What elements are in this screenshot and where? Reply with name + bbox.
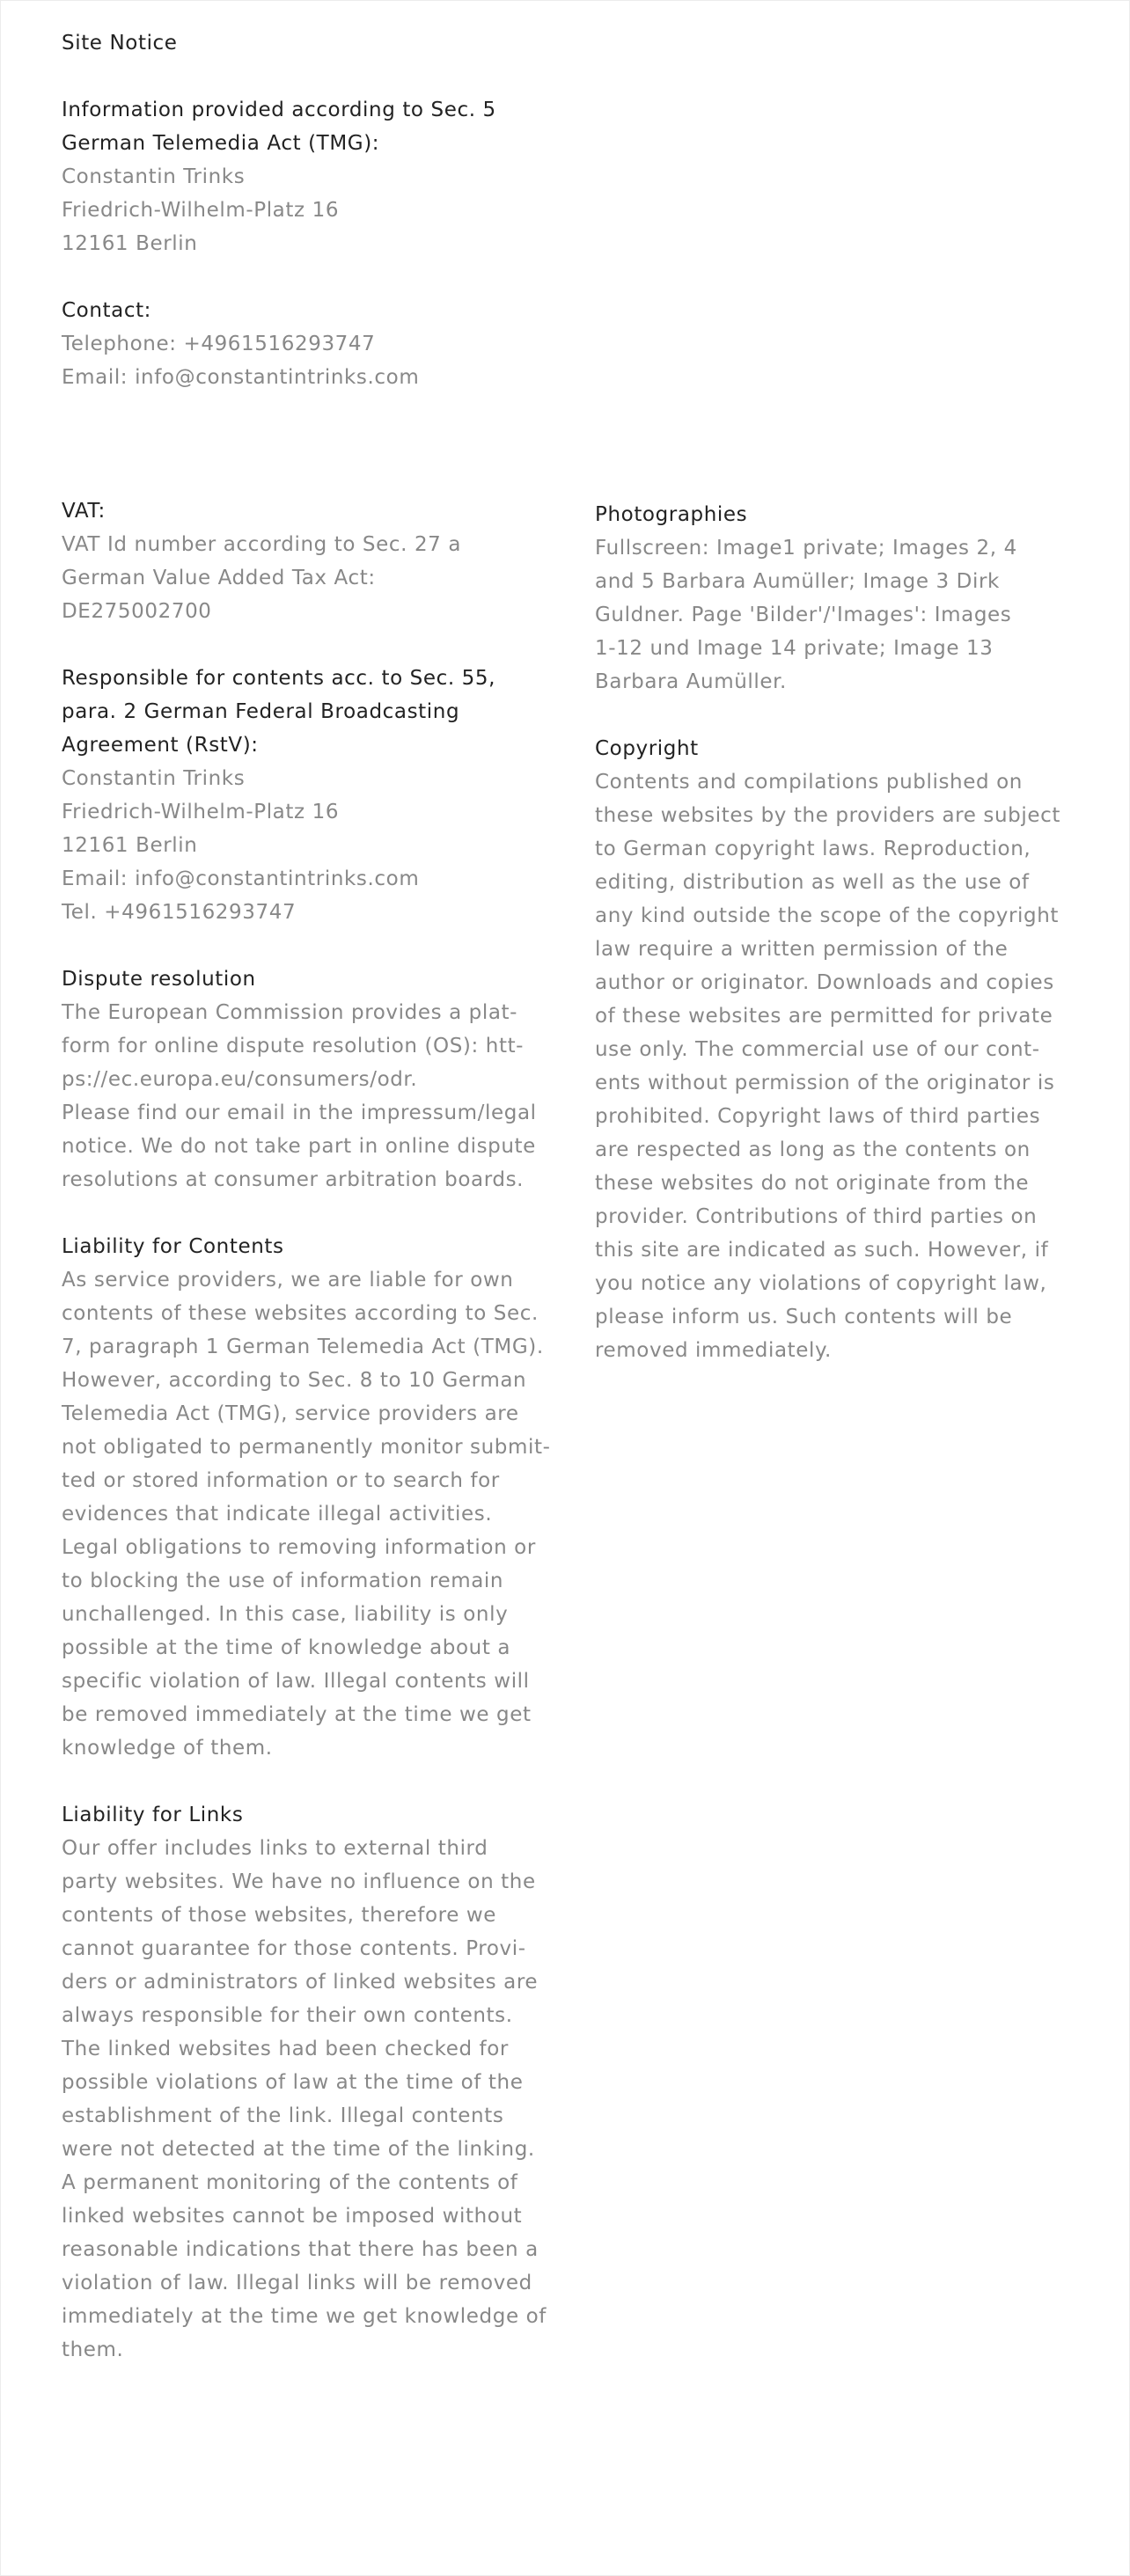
text-line: any kind outside the scope of the copyright [595, 904, 1060, 927]
dispute-text [62, 996, 554, 1197]
text-line: Constantin Trinks [62, 767, 246, 790]
copyright-heading: Copyright [595, 737, 699, 760]
text-line: The linked websites had been checked for [62, 2038, 509, 2060]
responsible-text [62, 762, 554, 929]
provider-street: Friedrich-Wilhelm-Platz 16 [62, 199, 340, 222]
contact-telephone: Telephone: +4961516293747 [62, 333, 376, 355]
text-line: prohibited. Copyright laws of third parties [595, 1105, 1041, 1128]
text-line: ps://ec.europa.eu/consumers/odr. [62, 1068, 418, 1091]
liability-contents-text [62, 1263, 554, 1765]
contact-section [62, 294, 554, 394]
text-line: Our offer includes links to external third [62, 1837, 488, 1860]
site-notice-section [62, 26, 178, 60]
text-line: Telemedia Act (TMG), service providers are [62, 1402, 519, 1425]
text-line: be removed immediately at the time we get [62, 1703, 532, 1726]
text-line: use only. The commercial use of our cont- [595, 1038, 1040, 1061]
text-line: to blocking the use of information remain [62, 1570, 504, 1592]
vat-heading: VAT: [62, 500, 106, 523]
text-line: 12161 Berlin [62, 834, 198, 857]
text-line: Legal obligations to removing information or [62, 1536, 536, 1559]
text-line: are respected as long as the contents on [595, 1138, 1031, 1161]
photographies-heading: Photographies [595, 503, 748, 526]
text-line: were not detected at the time of the linking. [62, 2138, 535, 2161]
provider-info-heading-line: German Telemedia Act (TMG): [62, 132, 380, 155]
text-line: German Value Added Tax Act: [62, 567, 376, 589]
text-line: this site are indicated as such. However, if [595, 1239, 1049, 1262]
text-line: provider. Contributions of third parties on [595, 1205, 1038, 1228]
liability-links-text [62, 1832, 554, 2367]
text-line: specific violation of law. Illegal contents will [62, 1670, 530, 1693]
text-line: editing, distribution as well as the use of [595, 871, 1030, 894]
text-line: Agreement (RstV): [62, 734, 259, 757]
text-line: Fullscreen: Image1 private; Images 2, 4 [595, 537, 1017, 560]
text-line: violation of law. Illegal links will be removed [62, 2272, 532, 2294]
text-line: cannot guarantee for those contents. Provi- [62, 1937, 526, 1960]
text-line: knowledge of them. [62, 1737, 273, 1760]
text-line: these websites by the providers are subject [595, 804, 1060, 827]
text-line: form for online dispute resolution (OS): htt- [62, 1035, 525, 1057]
text-line: of these websites are permitted for private [595, 1005, 1053, 1028]
liability-contents-heading: Liability for Contents [62, 1235, 284, 1258]
text-line: linked websites cannot be imposed without [62, 2205, 523, 2228]
provider-city: 12161 Berlin [62, 232, 198, 255]
photographies-section [595, 498, 1088, 699]
text-line: However, according to Sec. 8 to 10 German [62, 1369, 527, 1392]
responsible-heading [62, 662, 554, 762]
text-line: As service providers, we are liable for own [62, 1269, 514, 1292]
text-line: immediately at the time we get knowledge of [62, 2305, 547, 2328]
copyright-text [595, 765, 1088, 1367]
liability-contents-section [62, 1230, 554, 1765]
page-title: Site Notice [62, 32, 178, 55]
liability-links-section [62, 1798, 554, 2367]
text-line: establishment of the link. Illegal contents [62, 2104, 504, 2127]
text-line: ders or administrators of linked websites are [62, 1971, 539, 1994]
vat-text [62, 528, 554, 628]
text-line: these websites do not originate from the [595, 1172, 1030, 1195]
text-line: Please find our email in the impressum/legal [62, 1101, 537, 1124]
contact-heading: Contact: [62, 299, 152, 322]
text-line: Guldner. Page 'Bilder'/'Images': Images [595, 604, 1012, 626]
text-line: Responsible for contents acc. to Sec. 55, [62, 667, 496, 690]
text-line: para. 2 German Federal Broadcasting [62, 700, 460, 723]
text-line: party websites. We have no influence on the [62, 1870, 536, 1893]
text-line: resolutions at consumer arbitration boards. [62, 1168, 525, 1191]
text-line: removed immediately. [595, 1339, 832, 1362]
text-line: 1-12 und Image 14 private; Image 13 [595, 637, 994, 660]
text-line: law require a written permission of the [595, 938, 1009, 961]
text-line: contents of these websites according to Sec. [62, 1302, 539, 1325]
dispute-resolution-section [62, 962, 554, 1197]
liability-links-heading: Liability for Links [62, 1804, 244, 1826]
text-line: and 5 Barbara Aumüller; Image 3 Dirk [595, 570, 1000, 593]
text-line: possible violations of law at the time of the [62, 2071, 524, 2094]
provider-info-section [62, 93, 554, 260]
text-line: 7, paragraph 1 German Telemedia Act (TMG). [62, 1336, 544, 1358]
copyright-section [595, 732, 1088, 1367]
text-line: Tel. +4961516293747 [62, 901, 297, 924]
text-line: reasonable indications that there has been a [62, 2238, 539, 2261]
text-line: VAT Id number according to Sec. 27 a [62, 533, 462, 556]
text-line: Email: info@constantintrinks.com [62, 867, 420, 890]
dispute-heading: Dispute resolution [62, 968, 256, 991]
text-line: evidences that indicate illegal activities. [62, 1503, 493, 1526]
text-line: Contents and compilations published on [595, 771, 1023, 794]
text-line: A permanent monitoring of the contents of [62, 2171, 518, 2194]
text-line: possible at the time of knowledge about a [62, 1636, 511, 1659]
text-line: Barbara Aumüller. [595, 670, 787, 693]
text-line: you notice any violations of copyright law, [595, 1272, 1047, 1295]
text-line: notice. We do not take part in online dispute [62, 1135, 536, 1158]
vat-section [62, 494, 554, 628]
text-line: ted or stored information or to search for [62, 1469, 500, 1492]
text-line: The European Commission provides a plat- [62, 1001, 518, 1024]
contact-email: Email: info@constantintrinks.com [62, 366, 420, 389]
text-line: DE275002700 [62, 600, 212, 623]
text-line: ents without permission of the originator is [595, 1072, 1055, 1094]
provider-info-heading-line: Information provided according to Sec. 5 [62, 99, 496, 121]
text-line: unchallenged. In this case, liability is only [62, 1603, 509, 1626]
text-line: not obligated to permanently monitor submit- [62, 1436, 551, 1459]
text-line: please inform us. Such contents will be [595, 1306, 1013, 1328]
text-line: author or originator. Downloads and copies [595, 971, 1054, 994]
text-line: to German copyright laws. Reproduction, [595, 838, 1031, 860]
text-line: them. [62, 2338, 124, 2361]
text-line: always responsible for their own contents. [62, 2004, 513, 2027]
photographies-text [595, 531, 1088, 699]
provider-name: Constantin Trinks [62, 165, 246, 188]
text-line: contents of those websites, therefore we [62, 1904, 497, 1927]
responsible-section [62, 662, 554, 929]
text-line: Friedrich-Wilhelm-Platz 16 [62, 801, 340, 823]
